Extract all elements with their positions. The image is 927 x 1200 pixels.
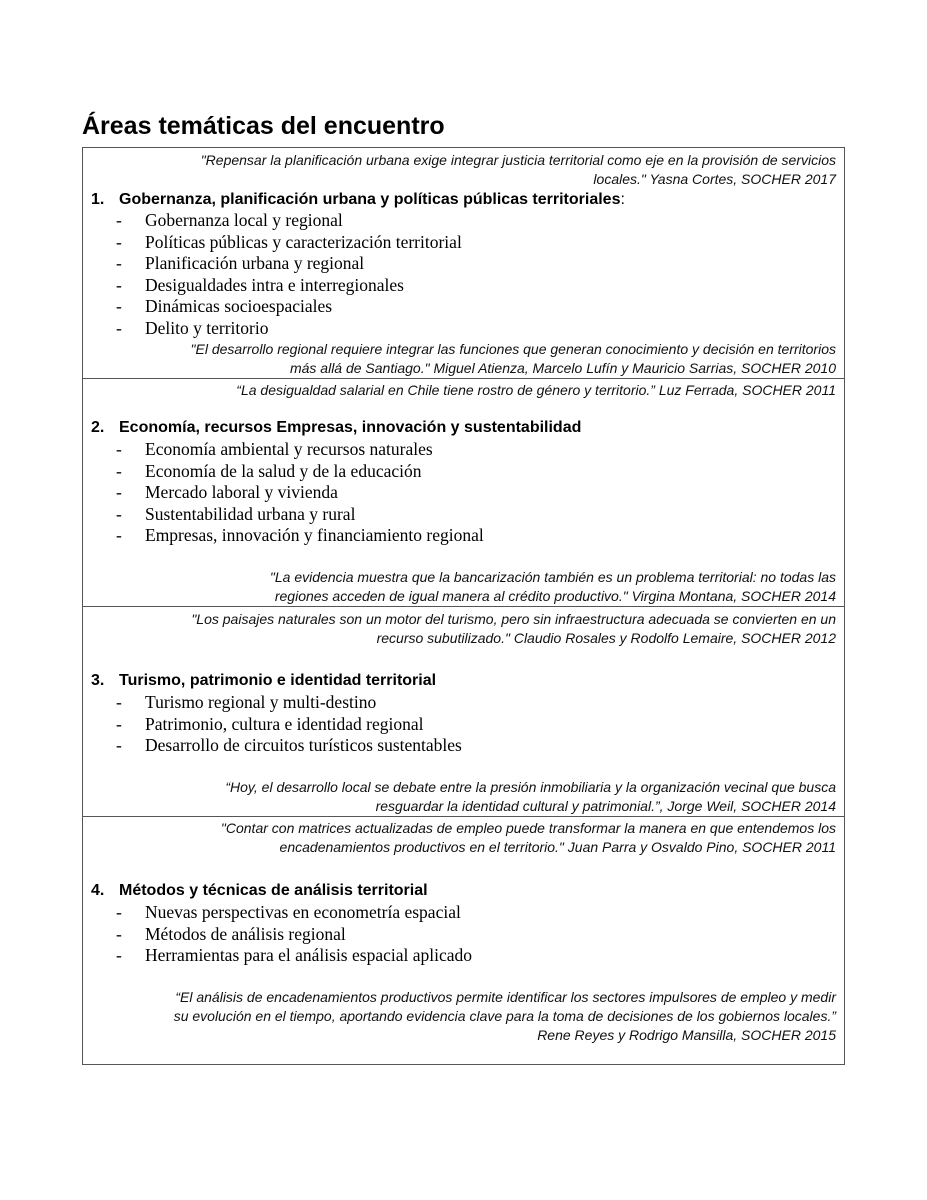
section-3-heading [91, 670, 436, 692]
list-item [116, 210, 462, 232]
item-label: Empresas, innovación y financiamiento regional [145, 525, 484, 545]
section-title: Turismo, patrimonio e identidad territorial [119, 672, 437, 689]
list-item [116, 735, 462, 757]
quote-line: "La evidencia muestra que la bancarización también es un problema territorial: no todas las [269, 569, 836, 585]
item-label: Dinámicas socioespaciales [145, 296, 333, 316]
item-label: Políticas públicas y caracterización territorial [145, 231, 462, 252]
item-label: Desigualdades intra e interregionales [145, 274, 404, 295]
heading-suffix: : [620, 191, 625, 208]
bullet-dash: - [116, 274, 122, 295]
bullet-dash: - [116, 945, 122, 965]
bullet-dash: - [116, 713, 122, 734]
section-1-items [116, 210, 462, 339]
list-item [116, 525, 484, 547]
item-label: Mercado laboral y vivienda [145, 482, 338, 502]
quote-line: regiones acceden de igual manera al crédito productivo." Virgina Montana, SOCHER 2014 [274, 588, 836, 604]
list-item [116, 714, 462, 736]
bullet-dash: - [116, 317, 122, 338]
section-2-quote-bottom [270, 568, 836, 606]
list-item [116, 945, 472, 967]
quote-line: “Hoy, el desarrollo local se debate entre la presión inmobiliaria y la organización vecinal que busca [225, 779, 836, 795]
section-2-heading [91, 417, 581, 439]
list-item [116, 924, 472, 946]
quote-line: "Contar con matrices actualizadas de empleo puede transformar la manera en que entendemos los [220, 820, 836, 836]
list-item [116, 232, 462, 254]
quote-line: "Repensar la planificación urbana exige integrar justicia territorial como eje en la provisión de servicios [200, 152, 836, 168]
item-label: Economía ambiental y recursos naturales [145, 439, 433, 459]
quote-line: “El análisis de encadenamientos productivos permite identificar los sectores impulsores de empleo y medir [175, 989, 836, 1005]
list-item [116, 482, 484, 504]
section-title: Métodos y técnicas de análisis territorial [119, 882, 428, 899]
item-label: Patrimonio, cultura e identidad regional [145, 713, 424, 734]
list-item [116, 439, 484, 461]
bullet-dash: - [116, 692, 122, 712]
list-item [116, 504, 484, 526]
quote-line: "Los paisajes naturales son un motor del turismo, pero sin infraestructura adecuada se convierten en un [191, 611, 836, 627]
section-3-quote-top [191, 610, 836, 648]
section-number: 4. [91, 882, 105, 899]
bullet-dash: - [116, 439, 122, 459]
bullet-dash: - [116, 735, 122, 755]
item-label: Turismo regional y multi-destino [145, 692, 377, 712]
section-divider [83, 378, 844, 379]
item-label: Herramientas para el análisis espacial aplicado [145, 945, 472, 965]
item-label: Nuevas perspectivas en econometría espacial [145, 902, 461, 922]
quote-line: su evolución en el tiempo, aportando evidencia clave para la toma de decisiones de los gobiernos locales.” [173, 1008, 836, 1024]
quote-line: resguardar la identidad cultural y patrimonial.”, Jorge Weil, SOCHER 2014 [375, 798, 836, 814]
quote-line: locales." Yasna Cortes, SOCHER 2017 [593, 171, 836, 187]
section-divider [83, 816, 844, 817]
bullet-dash: - [116, 482, 122, 502]
section-1-heading [91, 189, 625, 211]
list-item [116, 902, 472, 924]
thematic-areas-box [82, 147, 845, 1065]
list-item [116, 253, 462, 275]
item-label: Delito y territorio [145, 317, 269, 338]
bullet-dash: - [116, 231, 122, 252]
section-4-quote-top [221, 819, 836, 857]
quote-line: recurso subutilizado." Claudio Rosales y Rodolfo Lemaire, SOCHER 2012 [376, 630, 836, 646]
bullet-dash: - [116, 902, 122, 922]
quote-line: "El desarrollo regional requiere integrar las funciones que generan conocimiento y decisión en territorios [190, 341, 836, 357]
bullet-dash: - [116, 460, 122, 481]
quote-line: “La desigualdad salarial en Chile tiene rostro de género y territorio.” Luz Ferrada, SOCHER 2011 [236, 382, 836, 398]
quote-line: Rene Reyes y Rodrigo Mansilla, SOCHER 2015 [537, 1027, 836, 1043]
item-label: Gobernanza local y regional [145, 210, 343, 230]
list-item [116, 318, 462, 340]
item-label: Desarrollo de circuitos turísticos sustentables [145, 735, 462, 755]
section-1-quote-bottom [191, 340, 836, 378]
section-2-items [116, 439, 484, 547]
bullet-dash: - [116, 525, 122, 545]
item-label: Economía de la salud y de la educación [145, 460, 422, 481]
bullet-dash: - [116, 503, 122, 524]
bullet-dash: - [116, 923, 122, 944]
list-item [116, 692, 462, 714]
section-3-items [116, 692, 462, 757]
section-divider [83, 606, 844, 607]
quote-line: más allá de Santiago." Miguel Atienza, Marcelo Lufín y Mauricio Sarrias, SOCHER 2010 [289, 360, 836, 376]
list-item [116, 461, 484, 483]
section-4-heading [91, 880, 428, 902]
section-2-quote-top [236, 381, 836, 400]
section-number: 2. [91, 419, 105, 436]
section-4-quote-bottom [174, 988, 836, 1045]
item-label: Métodos de análisis regional [145, 923, 346, 944]
list-item [116, 296, 462, 318]
section-4-items [116, 902, 472, 967]
bullet-dash: - [116, 253, 122, 273]
section-number: 3. [91, 672, 105, 689]
list-item [116, 275, 462, 297]
bullet-dash: - [116, 210, 122, 230]
item-label: Planificación urbana y regional [145, 253, 365, 273]
quote-line: encadenamientos productivos en el territorio." Juan Parra y Osvaldo Pino, SOCHER 2011 [279, 839, 836, 855]
section-title: Economía, recursos Empresas, innovación y sustentabilidad [119, 419, 582, 436]
section-3-quote-bottom [225, 778, 836, 816]
section-1-quote-top [201, 151, 836, 189]
section-title: Gobernanza, planificación urbana y políticas públicas territoriales [119, 191, 621, 208]
page-title: Áreas temáticas del encuentro [82, 112, 445, 140]
bullet-dash: - [116, 296, 122, 316]
section-number: 1. [91, 191, 105, 208]
item-label: Sustentabilidad urbana y rural [145, 503, 356, 524]
